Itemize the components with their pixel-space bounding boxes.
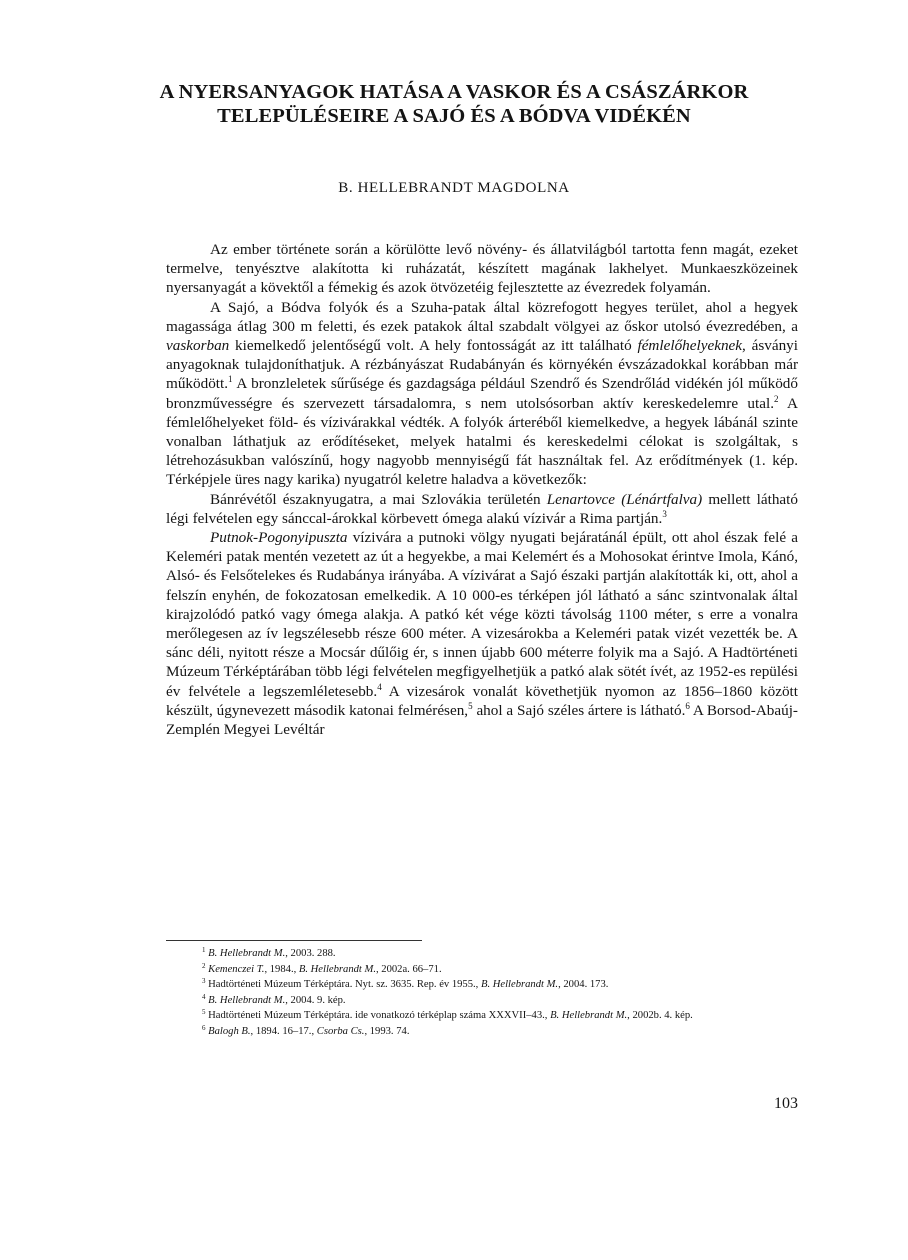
footnotes (166, 946, 798, 1040)
footnote-ref: 2 (774, 393, 779, 404)
text-run: ahol a Sajó széles ártere is látható. (472, 701, 686, 719)
footnote-author: Csorba Cs. (316, 1025, 365, 1037)
footnote-ref: 1 (228, 374, 233, 385)
text-run: mellett látható légi felvételen egy sánccal-árokkal körbevett ómega alakú vízivár a Rima partján. (166, 490, 798, 527)
footnote-text: , 2002a. 66–71. (375, 963, 442, 975)
text-run: Bánrévétől északnyugatra, a mai Szlovákia területén (210, 490, 547, 508)
footnote-6 (166, 1024, 798, 1040)
italic-place-name: Lenartovce (Lénártfalva) (546, 490, 703, 508)
text-run: A Borsod-Abaúj-Zemplén Megyei Levéltár (166, 701, 798, 739)
footnote-number: 4 (202, 992, 206, 1001)
text-run: A bronzleletek sűrűsége és gazdagsága például Szendrő és Szendrőlád vidékén jól működő bronzművességre és szervezett társadalomra, s nem utolsósorban aktív kereskedelemre utal. (166, 375, 798, 412)
footnote-ref: 6 (685, 700, 690, 711)
italic-place-name: Putnok-Pogonyipuszta (210, 529, 348, 547)
footnote-2 (166, 962, 798, 978)
paragraph-4 (166, 528, 798, 739)
footnote-text: , 2004. 173. (558, 979, 609, 991)
footnote-text: , 1894. 16–17., (250, 1025, 317, 1037)
page-number: 103 (774, 1095, 798, 1112)
footnote-text: , 1984., (264, 963, 299, 975)
footnote-4 (166, 993, 798, 1009)
title-line-2: TELEPÜLÉSEIRE A SAJÓ ÉS A BÓDVA VIDÉKÉN (217, 105, 691, 127)
italic-term: fémlelőhelyeknek (637, 337, 743, 355)
footnote-text: , 2002b. 4. kép. (627, 1010, 693, 1022)
footnote-author: B. Hellebrandt M. (298, 963, 376, 975)
article-title (100, 80, 808, 128)
title-line-1: A NYERSANYAGOK HATÁSA A VASKOR ÉS A CSÁSZÁRKOR (159, 81, 749, 103)
footnote-text: , 1993. 74. (364, 1025, 410, 1037)
footnote-number: 1 (202, 946, 206, 954)
text-run: , ásványi anyagoknak tulajdoníthatjuk. A rézbányászat Rudabányán és környékén évszázadokkal korábban már működött. (166, 337, 798, 393)
footnote-number: 2 (202, 961, 206, 970)
footnote-text: Hadtörténeti Múzeum Térképtára. Nyt. sz. 3635. Rep. év 1955., (208, 979, 481, 991)
footnote-author: B. Hellebrandt M. (208, 948, 286, 959)
article-body (166, 240, 798, 739)
text-run: vízivára a putnoki völgy nyugati bejáratánál épült, ott ahol észak felé a Keleméri patak mentén vezetett az út a hegyekbe, a mai Kelemért és a Mohosokat érintve Imola, Kánó, Alsó- és Felsőtelekes és Rudabánya irányába. A vízivárat a Sajó északi partján alakították ki, ott, ahol a felszín enyhén, de fokozatosan emelkedik. A 10 000-es térképen jól látható a sánc szintvonalak által kirajzolódó patkó vagy ómega alakja. A patkó két vége közti távolság 1100 méter, s erre a vonalra merőlegesen az ív legszélesebb része 600 méter. A vizesárokba a Keleméri patak vizét vezették be. A sánc déli, nyitott része a Mocsár dűlőig ér, s innen újabb 600 méterre folyik ma a Sajó. A Hadtörténeti Múzeum Térképtárában több légi felvételen megfigyelhetjük a patkó alak sötét ívét, az 1952-es repülési év felvétele a legszemléletesebb. (166, 529, 798, 700)
footnote-author: Balogh B. (208, 1025, 251, 1037)
author-name: B. HELLEBRANDT MAGDOLNA (338, 180, 570, 196)
paragraph-2 (166, 298, 798, 490)
footnote-number: 6 (202, 1023, 206, 1032)
footnote-text: , 2004. 9. kép. (285, 994, 346, 1006)
footnote-5 (166, 1008, 798, 1024)
footnote-3 (166, 977, 798, 993)
footnote-ref: 4 (377, 681, 382, 692)
footnote-number: 5 (202, 1008, 206, 1017)
footnote-ref: 5 (468, 700, 473, 711)
footnote-ref: 3 (662, 508, 667, 519)
footnote-author: Kemenczei T. (208, 963, 265, 975)
paragraph-3 (166, 490, 798, 528)
text-run: A Sajó, a Bódva folyók és a Szuha-patak által közrefogott hegyes terület, ahol a hegyek magassága átlag 300 m feletti, és ezek patakok által szabdalt völgyei az őskor utolsó évezredében, a (166, 298, 798, 335)
footnote-author: B. Hellebrandt M. (208, 994, 286, 1006)
text-run: kiemelkedő jelentőségű volt. A hely fontosságát az itt található (229, 337, 638, 355)
footnote-author: B. Hellebrandt M. (550, 1010, 628, 1022)
footnote-number: 3 (202, 977, 206, 986)
footnote-text: Hadtörténeti Múzeum Térképtára. ide vonatkozó térképlap száma XXXVII–43., (208, 1010, 551, 1022)
text-run: A vizesárok vonalát követhetjük nyomon az 1856–1860 között készült, úgynevezett második katonai felmérésen, (166, 682, 798, 719)
footnote-1 (166, 946, 798, 962)
footnote-divider (166, 940, 422, 941)
italic-term: vaskorban (166, 337, 230, 355)
paragraph-1: Az ember története során a körülötte levő növény- és állatvilágból tartotta fenn magát, ezeket termelve, tenyésztve alakította ki ruházatát, készített magának lakhelyet. Munkaeszközeinek nyersanyagát a kövektől a fémekig és azok ötvözetéig fejlesztette az évezredek folyamán. (166, 241, 798, 297)
footnote-text: , 2003. 288. (285, 948, 336, 959)
footnote-author: B. Hellebrandt M. (480, 979, 559, 991)
text-run: A fémlelőhelyeket föld- és vízivárakkal védték. A folyók árteréből kiemelkedve, a hegyek lábánál szinte vonalban láthatjuk az erődítéseket, melyek hatalmi és kereskedelmi célokat is szolgáltak, s létrehozásukban valószínű, hogy nagyobb mennyiségű fát használtak fel. Az erődítmények (1. kép. Térképjele üres nagy karika) nyugatról keletre haladva a következők: (166, 394, 798, 489)
